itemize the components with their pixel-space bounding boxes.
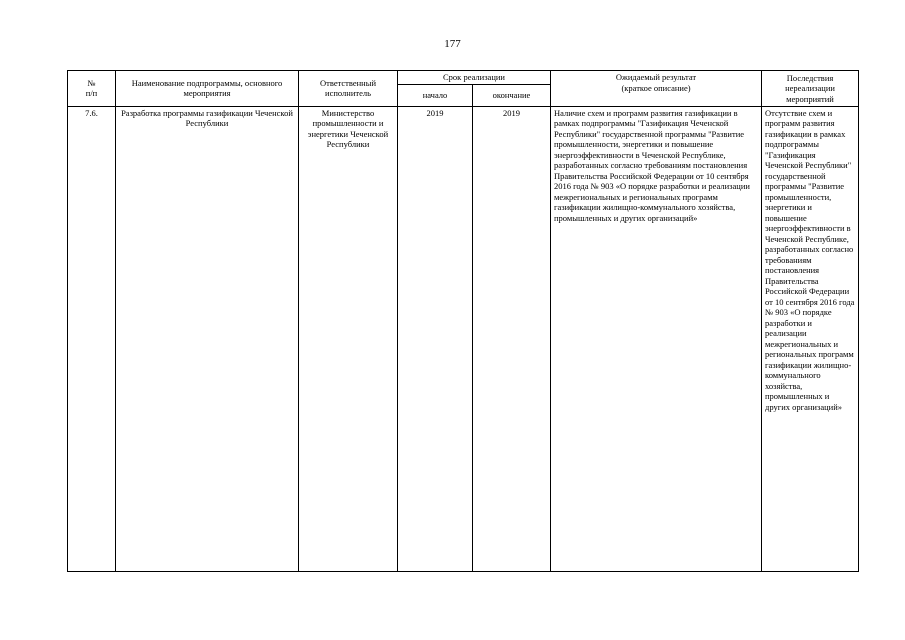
header-num-abbr: п/п	[85, 88, 98, 99]
table-row	[68, 106, 859, 571]
header-result-subtitle: (краткое описание)	[621, 82, 691, 93]
header-consequences: Последствия нереализации мероприятий	[762, 71, 859, 107]
row-consequences: Отсутствие схем и программ развития газификации в рамках подпрограммы "Газификация Чеченской Республики" государственной программы "Развитие промышленности, энергетики и повышение энергоэффективности в Чеченской Республике, разработанных согласно требованиям постановления Правительства Российской Федерации от 10 сентября 2016 года № 903 «О порядке разработки и реализации межрегиональных и региональных программ газификации жилищно-коммунального хозяйства, промышленных и других организаций»	[762, 106, 859, 571]
header-num-symbol: №	[87, 77, 96, 88]
row-num: 7.6.	[68, 106, 116, 571]
header-num	[68, 71, 116, 107]
row-responsible: Министерство промышленности и энергетики Чеченской Республики	[299, 106, 398, 571]
header-period: Срок реализации	[398, 71, 551, 85]
header-result-title: Ожидаемый результат	[615, 72, 697, 82]
row-end: 2019	[473, 106, 551, 571]
row-name: Разработка программы газификации Чеченской Республики	[116, 106, 299, 571]
page-number: 177	[444, 38, 461, 50]
header-end: окончание	[473, 84, 551, 106]
row-start: 2019	[398, 106, 473, 571]
header-result	[551, 71, 762, 107]
header-start: начало	[398, 84, 473, 106]
header-name: Наименование подпрограммы, основного мероприятия	[116, 71, 299, 107]
program-table	[67, 70, 859, 572]
row-result: Наличие схем и программ развития газификации в рамках подпрограммы "Газификация Чеченской Республики" государственной программы "Развитие промышленности, энергетики и повышение энергоэффективности в Чеченской Республике, разработанных согласно требованиям постановления Правительства Российской Федерации от 10 сентября 2016 года № 903 «О порядке разработки и реализации межрегиональных и региональных программ газификации жилищно-коммунального хозяйства, промышленных и других организаций»	[551, 106, 762, 571]
header-responsible: Ответственный исполнитель	[299, 71, 398, 107]
